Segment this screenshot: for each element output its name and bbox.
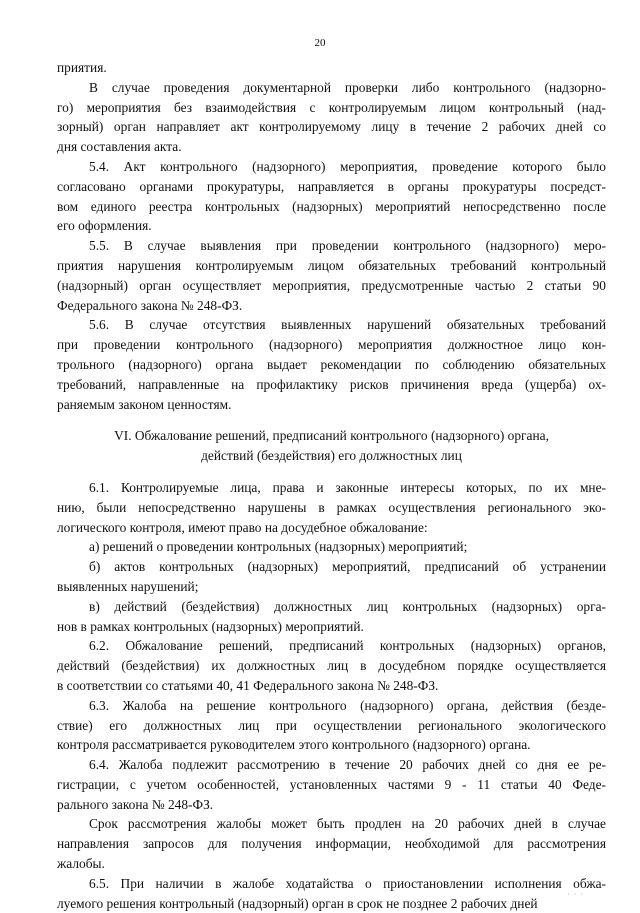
paragraph bbox=[57, 636, 606, 695]
text-line: Федерального закона № 248-ФЗ. bbox=[57, 297, 243, 313]
text-line: гистрации, с учетом особенностей, установленных частями 9 - 11 статьи 40 Феде- bbox=[57, 776, 606, 792]
text-line: зорный) орган направляет акт контролируемому лицу в течение 2 рабочих дней со bbox=[57, 119, 606, 135]
text-line: в) действий (бездействия) должностных лиц контрольных (надзорных) орга- bbox=[89, 598, 606, 614]
text-line: дня составления акта. bbox=[57, 139, 182, 155]
text-line: вом единого реестра контрольных (надзорных) мероприятий непосредственно после bbox=[57, 198, 606, 214]
text-line: логического контроля, имеют право на досудебное обжалование: bbox=[57, 519, 428, 535]
text-line: требований, направленные на профилактику рисков причинения вреда (ущерба) ох- bbox=[57, 376, 606, 392]
paragraph bbox=[57, 236, 606, 315]
text-line: луемого решения контрольный (надзорный) орган в срок не позднее 2 рабочих дней bbox=[57, 895, 538, 911]
text-line: его оформления. bbox=[57, 218, 152, 234]
text-line: жалобы. bbox=[57, 856, 105, 872]
text-line: нию, были непосредственно нарушены в рамках осуществления регионального эко- bbox=[57, 499, 606, 515]
text-line: а) решений о проведении контрольных (надзорных) мероприятий; bbox=[89, 539, 468, 555]
paragraph bbox=[57, 755, 606, 814]
text-line: раняемым законом ценностям. bbox=[57, 396, 232, 412]
text-line: приятия нарушения контролируемым лицом обязательных требований контрольный bbox=[57, 257, 606, 273]
text-line: 6.1. Контролируемые лица, права и законные интересы которых, по их мне- bbox=[89, 479, 606, 495]
paragraph bbox=[57, 315, 606, 414]
text-line: 6.4. Жалоба подлежит рассмотрению в течение 20 рабочих дней со дня ее ре- bbox=[89, 757, 606, 773]
text-line: (надзорный) орган осуществляет мероприятия, предусмотренные частью 2 статьи 90 bbox=[57, 277, 606, 293]
text-line: направления запросов для получения информации, необходимой для рассмотрения bbox=[57, 836, 606, 852]
text-line: 6.5. При наличии в жалобе ходатайства о приостановлении исполнения обжа- bbox=[89, 875, 606, 891]
paragraph bbox=[57, 874, 606, 913]
text-line: согласовано органами прокуратуры, направляется в органы прокуратуры посредст- bbox=[57, 178, 606, 194]
text-line: в соответствии со статьями 40, 41 Федерального закона № 248-ФЗ. bbox=[57, 677, 439, 693]
text-line: трольного (надзорного) органа выдает рекомендации по соблюдению обязательных bbox=[57, 356, 606, 372]
text-line: контроля рассматривается руководителем этого контрольного (надзорного) органа. bbox=[57, 737, 531, 753]
text-line: го) мероприятия без взаимодействия с контролируемым лицом контрольный (над- bbox=[57, 99, 606, 115]
text-line: б) актов контрольных (надзорных) мероприятий, предписаний об устранении bbox=[89, 559, 606, 575]
paragraph bbox=[57, 157, 606, 236]
text-line: В случае проведения документарной проверки либо контрольного (надзорно- bbox=[89, 79, 606, 95]
text-line: действий (бездействия) их должностных лиц в досудебном порядке осуществляется bbox=[57, 658, 606, 674]
text-line: приятия. bbox=[57, 60, 107, 75]
text-line: VI. Обжалование решений, предписаний контрольного (надзорного) органа, bbox=[114, 428, 549, 444]
text-line: действий (бездействия) его должностных лиц bbox=[201, 448, 462, 464]
text-line: 6.3. Жалоба на решение контрольного (надзорного) органа, действия (безде- bbox=[89, 697, 606, 713]
text-line: 5.4. Акт контрольного (надзорного) мероприятия, проведение которого было bbox=[89, 158, 606, 174]
text-line: нов в рамках контрольных (надзорных) мероприятий. bbox=[57, 618, 364, 634]
text-line: выявленных нарушений; bbox=[57, 578, 199, 594]
scan-artifact: · · · bbox=[567, 890, 584, 899]
paragraph bbox=[57, 597, 606, 637]
paragraph bbox=[57, 696, 606, 755]
text-line: Срок рассмотрения жалобы может быть продлен на 20 рабочих дней в случае bbox=[89, 816, 606, 832]
page-number: 20 bbox=[314, 37, 326, 49]
text-line: при проведении контрольного (надзорного) мероприятия должностное лицо кон- bbox=[57, 337, 606, 353]
section-heading bbox=[57, 426, 606, 466]
paragraph bbox=[57, 478, 606, 537]
paragraph bbox=[57, 557, 606, 597]
paragraph bbox=[57, 58, 606, 78]
paragraph bbox=[57, 814, 606, 873]
text-line: 5.6. В случае отсутствия выявленных нарушений обязательных требований bbox=[89, 317, 606, 333]
text-line: ствие) его должностных лиц при осуществлении регионального экологического bbox=[57, 717, 606, 733]
text-line: 6.2. Обжалование решений, предписаний контрольных (надзорных) органов, bbox=[89, 638, 606, 654]
paragraph bbox=[57, 78, 606, 157]
text-line: 5.5. В случае выявления при проведении контрольного (надзорного) меро- bbox=[89, 238, 606, 254]
text-line: рального закона № 248-ФЗ. bbox=[57, 796, 214, 812]
paragraph bbox=[57, 537, 606, 557]
document-body bbox=[57, 58, 606, 913]
